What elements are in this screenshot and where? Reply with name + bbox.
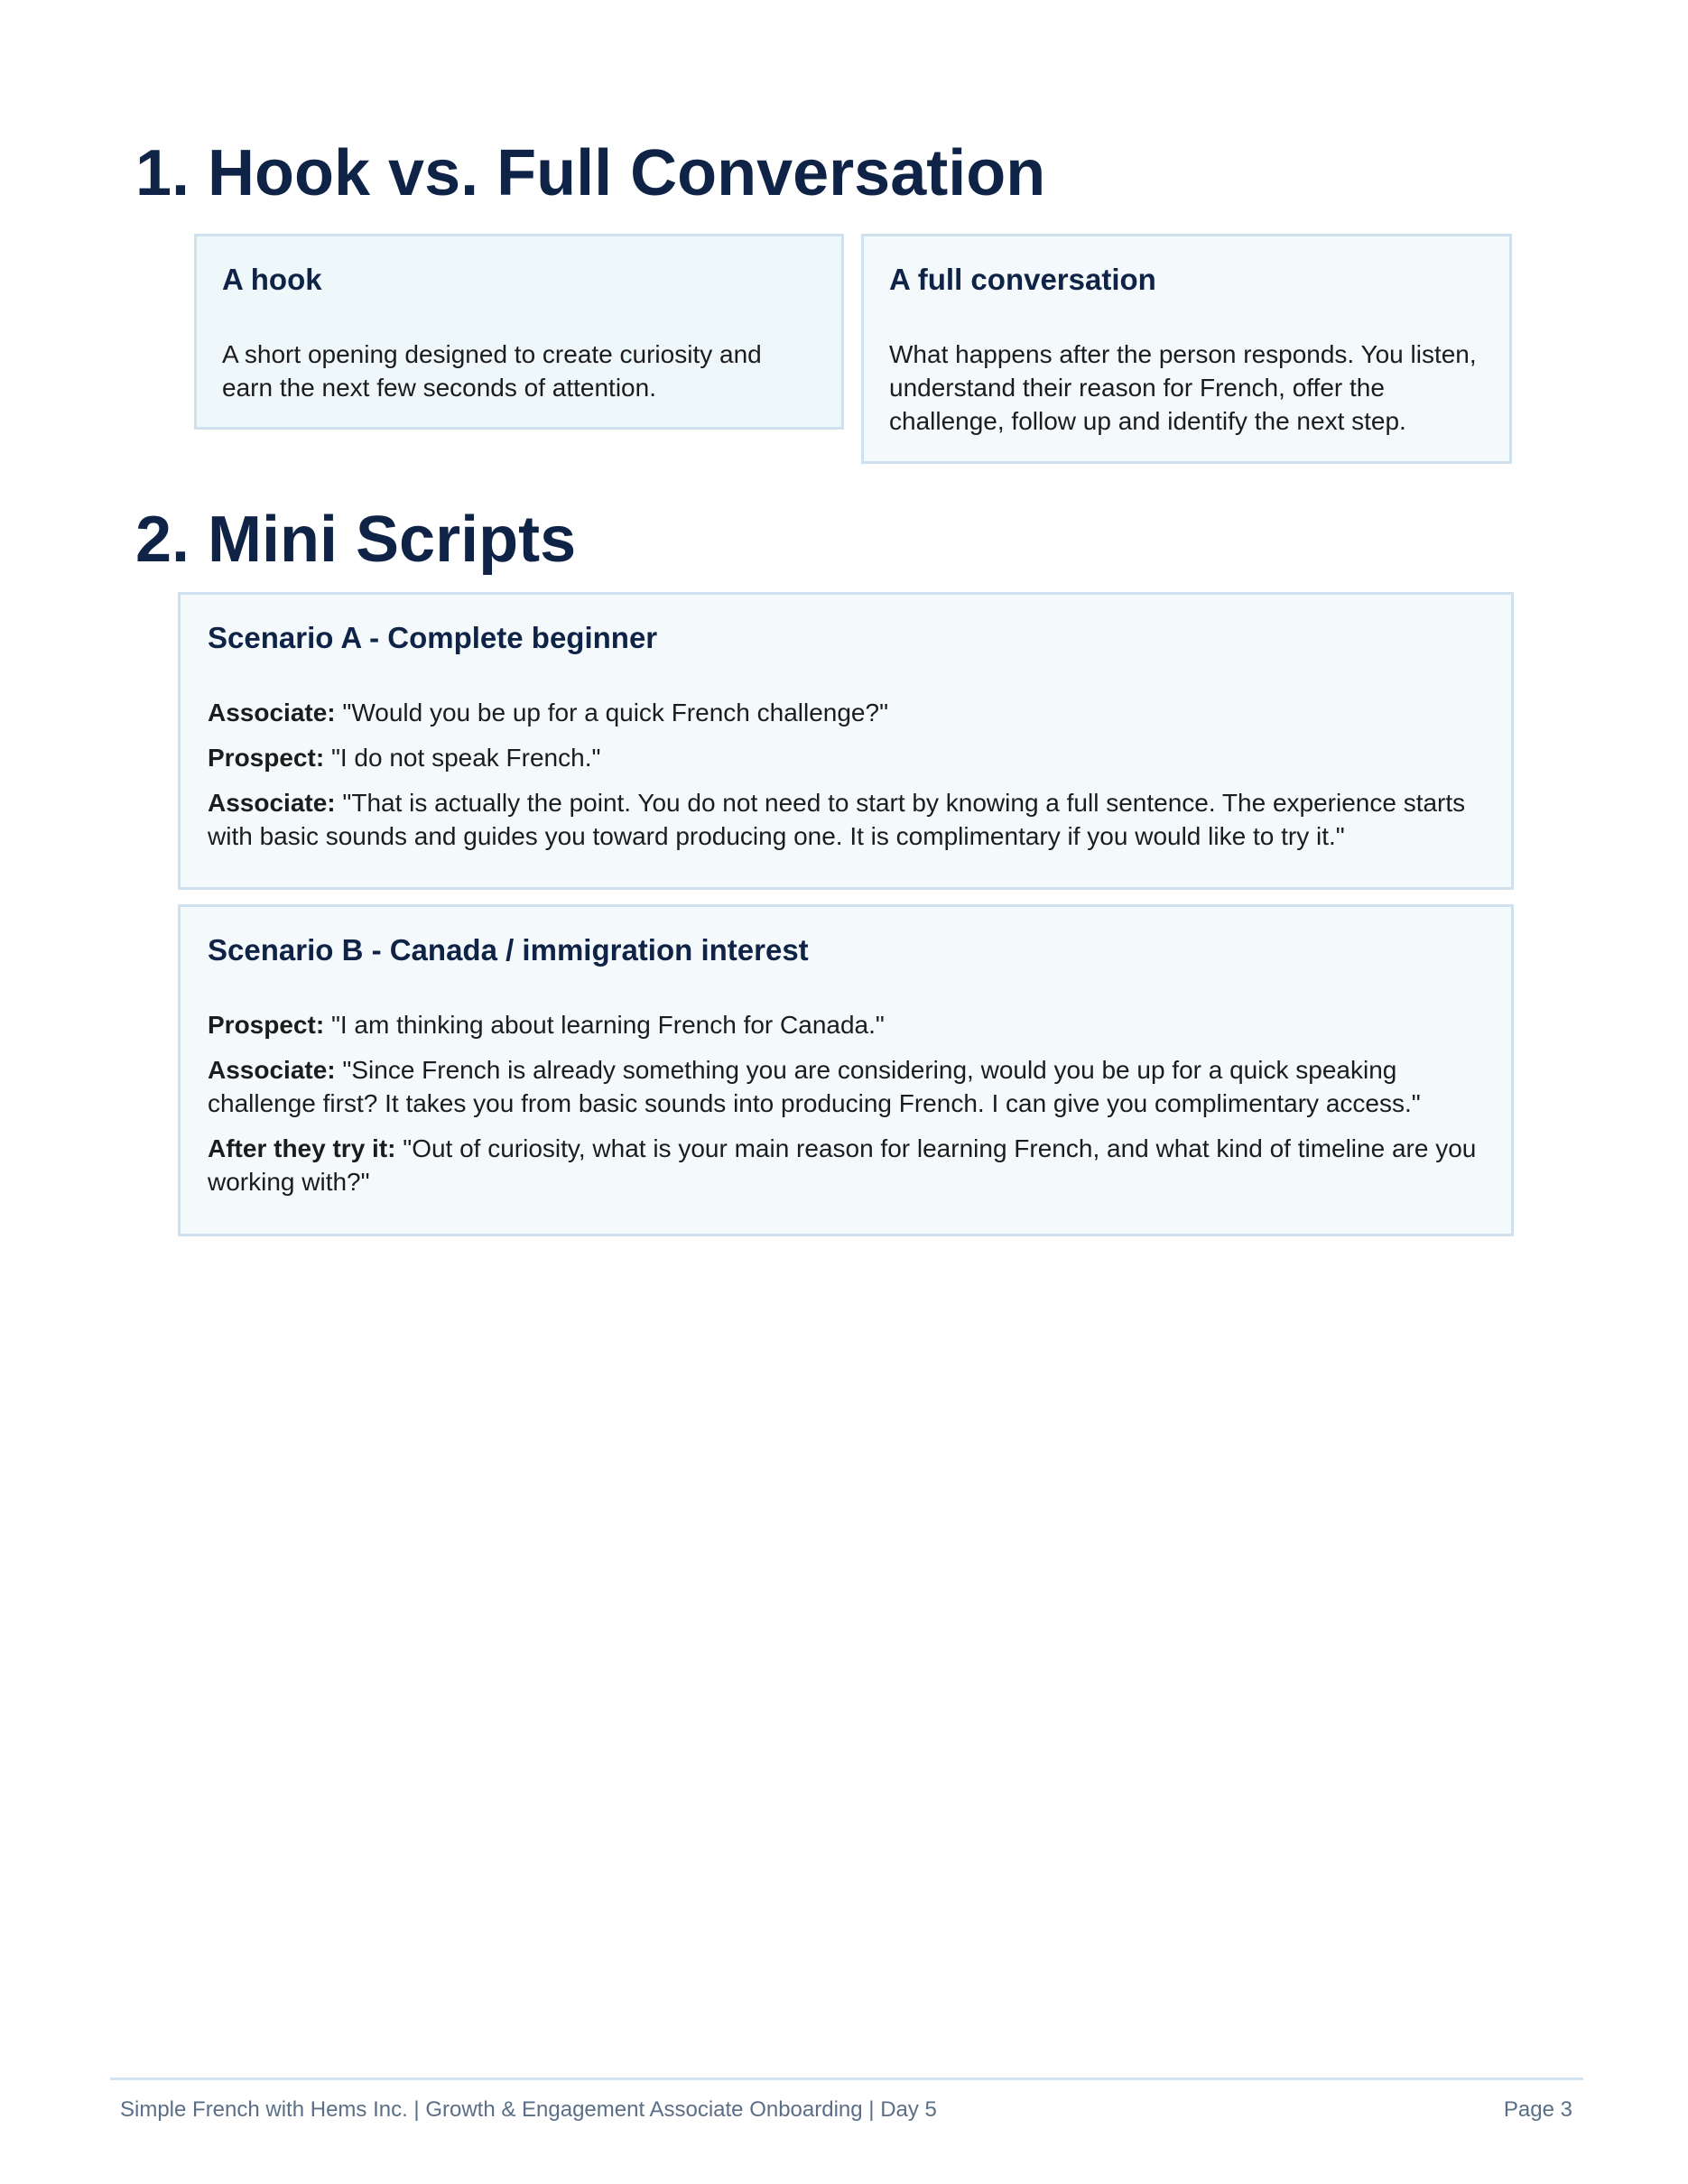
line-text: "Since French is already something you are considering, would you be up for a quick speaking challenge first? It takes you from basic sounds into producing French. I can give you complimentary access." <box>208 1056 1421 1117</box>
card-body: What happens after the person responds. You listen, understand their reason for French, offer the challenge, follow up and identify the next step. <box>889 340 1477 435</box>
script-line <box>208 1008 1484 1041</box>
scenario-title: Scenario B - Canada / immigration interest <box>208 933 809 967</box>
section-heading-hook-vs-conversation: 1. Hook vs. Full Conversation <box>135 137 1046 209</box>
card-body: A short opening designed to create curiosity and earn the next few seconds of attention. <box>222 340 762 402</box>
scenario-title: Scenario A - Complete beginner <box>208 621 658 654</box>
line-text: "I am thinking about learning French for Canada." <box>330 1011 885 1039</box>
speaker-label: Associate: <box>208 1056 336 1084</box>
script-line <box>208 1053 1484 1120</box>
script-line <box>208 741 1484 774</box>
script-line <box>208 786 1484 853</box>
scenario-a-card <box>178 592 1514 890</box>
card-title: A full conversation <box>889 263 1156 296</box>
speaker-label: After they try it: <box>208 1134 396 1162</box>
line-text: "I do not speak French." <box>330 744 601 772</box>
scenario-b-card <box>178 904 1514 1236</box>
speaker-label: Associate: <box>208 789 336 817</box>
speaker-label: Associate: <box>208 699 336 726</box>
card-title: A hook <box>222 263 322 296</box>
full-conversation-definition-card <box>861 234 1512 464</box>
speaker-label: Prospect: <box>208 744 325 772</box>
script-line <box>208 696 1484 729</box>
line-text: "That is actually the point. You do not need to start by knowing a full sentence. The experience starts with basic sounds and guides you toward producing one. It is complimentary if you would like to try it." <box>208 789 1466 850</box>
footer-document-info: Simple French with Hems Inc. | Growth & Engagement Associate Onboarding | Day 5 <box>120 2097 937 2122</box>
line-text: "Out of curiosity, what is your main reason for learning French, and what kind of timeline are you working with?" <box>208 1134 1477 1196</box>
line-text: "Would you be up for a quick French challenge?" <box>342 699 889 726</box>
speaker-label: Prospect: <box>208 1011 325 1039</box>
section-heading-mini-scripts: 2. Mini Scripts <box>135 504 577 576</box>
footer-page-number: Page 3 <box>1503 2097 1572 2122</box>
script-line <box>208 1132 1484 1198</box>
hook-definition-card <box>194 234 844 430</box>
footer-divider <box>110 2078 1583 2080</box>
